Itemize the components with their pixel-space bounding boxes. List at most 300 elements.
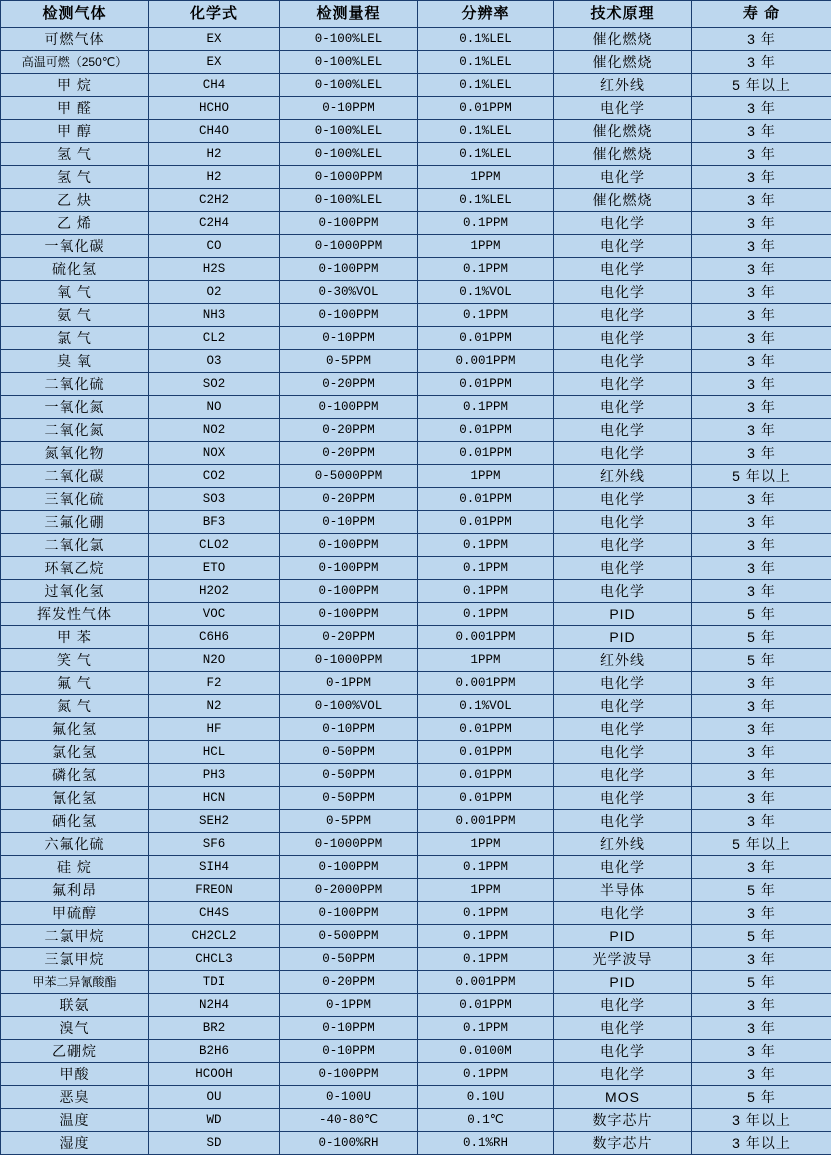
table-row bbox=[1, 258, 831, 281]
cell-resolution: 0.1PPM bbox=[418, 902, 554, 925]
cell-gas: 氢 气 bbox=[1, 143, 149, 166]
cell-principle: 红外线 bbox=[554, 833, 692, 856]
cell-gas: 甲 醛 bbox=[1, 97, 149, 120]
table-row bbox=[1, 764, 831, 787]
cell-lifetime: 3 年 bbox=[692, 718, 831, 741]
cell-gas: 挥发性气体 bbox=[1, 603, 149, 626]
cell-gas: 二氧化氮 bbox=[1, 419, 149, 442]
cell-range: 0-20PPM bbox=[280, 626, 418, 649]
cell-gas: 二氧化氯 bbox=[1, 534, 149, 557]
cell-lifetime: 3 年以上 bbox=[692, 1132, 831, 1155]
cell-gas: 六氟化硫 bbox=[1, 833, 149, 856]
cell-gas: 硒化氢 bbox=[1, 810, 149, 833]
cell-lifetime: 3 年 bbox=[692, 534, 831, 557]
cell-resolution: 1PPM bbox=[418, 649, 554, 672]
cell-resolution: 0.1%RH bbox=[418, 1132, 554, 1155]
cell-formula: SF6 bbox=[149, 833, 280, 856]
cell-range: 0-100%VOL bbox=[280, 695, 418, 718]
cell-formula: CH4O bbox=[149, 120, 280, 143]
cell-lifetime: 3 年 bbox=[692, 166, 831, 189]
cell-lifetime: 3 年 bbox=[692, 235, 831, 258]
cell-gas: 磷化氢 bbox=[1, 764, 149, 787]
cell-formula: FREON bbox=[149, 879, 280, 902]
cell-gas: 氟利昂 bbox=[1, 879, 149, 902]
cell-resolution: 0.001PPM bbox=[418, 626, 554, 649]
cell-range: 0-500PPM bbox=[280, 925, 418, 948]
table-row bbox=[1, 810, 831, 833]
table-row bbox=[1, 488, 831, 511]
cell-gas: 二氯甲烷 bbox=[1, 925, 149, 948]
cell-resolution: 1PPM bbox=[418, 833, 554, 856]
cell-principle: 电化学 bbox=[554, 672, 692, 695]
cell-principle: 催化燃烧 bbox=[554, 189, 692, 212]
table-row bbox=[1, 189, 831, 212]
cell-principle: 半导体 bbox=[554, 879, 692, 902]
cell-formula: SEH2 bbox=[149, 810, 280, 833]
cell-principle: 催化燃烧 bbox=[554, 28, 692, 51]
cell-formula: PH3 bbox=[149, 764, 280, 787]
cell-principle: 电化学 bbox=[554, 994, 692, 1017]
table-row bbox=[1, 1109, 831, 1132]
cell-range: 0-100%LEL bbox=[280, 74, 418, 97]
cell-principle: PID bbox=[554, 925, 692, 948]
cell-resolution: 0.1PPM bbox=[418, 925, 554, 948]
column-header-gas: 检测气体 bbox=[1, 1, 149, 28]
cell-range: 0-100PPM bbox=[280, 1063, 418, 1086]
cell-range: 0-100PPM bbox=[280, 557, 418, 580]
cell-range: 0-100%LEL bbox=[280, 120, 418, 143]
cell-gas: 三氟化硼 bbox=[1, 511, 149, 534]
table-row bbox=[1, 120, 831, 143]
cell-range: 0-1000PPM bbox=[280, 649, 418, 672]
cell-range: 0-100%LEL bbox=[280, 143, 418, 166]
cell-range: 0-100PPM bbox=[280, 396, 418, 419]
cell-lifetime: 3 年 bbox=[692, 281, 831, 304]
table-row bbox=[1, 994, 831, 1017]
cell-gas: 甲 烷 bbox=[1, 74, 149, 97]
cell-lifetime: 3 年 bbox=[692, 810, 831, 833]
cell-lifetime: 5 年 bbox=[692, 971, 831, 994]
cell-principle: 电化学 bbox=[554, 511, 692, 534]
cell-principle: 电化学 bbox=[554, 718, 692, 741]
table-row bbox=[1, 327, 831, 350]
cell-formula: EX bbox=[149, 51, 280, 74]
cell-lifetime: 3 年 bbox=[692, 672, 831, 695]
cell-gas: 氟化氢 bbox=[1, 718, 149, 741]
cell-range: 0-20PPM bbox=[280, 971, 418, 994]
table-row bbox=[1, 787, 831, 810]
cell-lifetime: 3 年 bbox=[692, 120, 831, 143]
table-header-row bbox=[1, 1, 831, 28]
cell-range: 0-10PPM bbox=[280, 1017, 418, 1040]
cell-principle: 电化学 bbox=[554, 373, 692, 396]
table-row bbox=[1, 97, 831, 120]
cell-lifetime: 3 年 bbox=[692, 419, 831, 442]
cell-principle: 数字芯片 bbox=[554, 1109, 692, 1132]
table-row bbox=[1, 833, 831, 856]
column-header-lifetime: 寿 命 bbox=[692, 1, 831, 28]
cell-lifetime: 5 年 bbox=[692, 925, 831, 948]
table-row bbox=[1, 902, 831, 925]
cell-gas: 氰化氢 bbox=[1, 787, 149, 810]
table-row bbox=[1, 350, 831, 373]
cell-principle: 电化学 bbox=[554, 856, 692, 879]
cell-gas: 硅 烷 bbox=[1, 856, 149, 879]
cell-range: 0-50PPM bbox=[280, 741, 418, 764]
table-row bbox=[1, 396, 831, 419]
cell-resolution: 0.001PPM bbox=[418, 810, 554, 833]
cell-lifetime: 3 年 bbox=[692, 51, 831, 74]
table-row bbox=[1, 143, 831, 166]
cell-principle: 电化学 bbox=[554, 741, 692, 764]
cell-gas: 氟 气 bbox=[1, 672, 149, 695]
cell-lifetime: 3 年 bbox=[692, 350, 831, 373]
cell-resolution: 0.1PPM bbox=[418, 1017, 554, 1040]
cell-lifetime: 5 年 bbox=[692, 1086, 831, 1109]
cell-gas: 二氧化碳 bbox=[1, 465, 149, 488]
cell-lifetime: 3 年 bbox=[692, 396, 831, 419]
cell-principle: 红外线 bbox=[554, 465, 692, 488]
cell-range: 0-100%LEL bbox=[280, 189, 418, 212]
cell-lifetime: 3 年 bbox=[692, 143, 831, 166]
cell-lifetime: 3 年 bbox=[692, 212, 831, 235]
cell-range: 0-10PPM bbox=[280, 718, 418, 741]
cell-gas: 氯 气 bbox=[1, 327, 149, 350]
cell-resolution: 0.01PPM bbox=[418, 718, 554, 741]
cell-principle: 电化学 bbox=[554, 166, 692, 189]
cell-principle: 催化燃烧 bbox=[554, 120, 692, 143]
cell-range: 0-100U bbox=[280, 1086, 418, 1109]
cell-range: 0-10PPM bbox=[280, 1040, 418, 1063]
cell-range: 0-20PPM bbox=[280, 373, 418, 396]
table-row bbox=[1, 51, 831, 74]
cell-gas: 联氨 bbox=[1, 994, 149, 1017]
cell-lifetime: 3 年 bbox=[692, 488, 831, 511]
cell-formula: SO3 bbox=[149, 488, 280, 511]
cell-formula: NO bbox=[149, 396, 280, 419]
cell-gas: 乙 烯 bbox=[1, 212, 149, 235]
table-row bbox=[1, 856, 831, 879]
cell-range: 0-100PPM bbox=[280, 258, 418, 281]
cell-range: 0-100%LEL bbox=[280, 28, 418, 51]
cell-gas: 乙 炔 bbox=[1, 189, 149, 212]
cell-lifetime: 5 年以上 bbox=[692, 833, 831, 856]
cell-formula: VOC bbox=[149, 603, 280, 626]
cell-gas: 氨 气 bbox=[1, 304, 149, 327]
cell-formula: CH2CL2 bbox=[149, 925, 280, 948]
cell-range: 0-50PPM bbox=[280, 764, 418, 787]
table-row bbox=[1, 442, 831, 465]
cell-principle: 电化学 bbox=[554, 97, 692, 120]
cell-resolution: 0.1PPM bbox=[418, 1063, 554, 1086]
cell-principle: 电化学 bbox=[554, 787, 692, 810]
cell-formula: N2H4 bbox=[149, 994, 280, 1017]
cell-lifetime: 5 年 bbox=[692, 879, 831, 902]
cell-principle: 电化学 bbox=[554, 327, 692, 350]
cell-principle: 电化学 bbox=[554, 281, 692, 304]
table-row bbox=[1, 1086, 831, 1109]
cell-gas: 环氧乙烷 bbox=[1, 557, 149, 580]
cell-resolution: 0.1PPM bbox=[418, 212, 554, 235]
cell-range: 0-20PPM bbox=[280, 419, 418, 442]
cell-resolution: 0.01PPM bbox=[418, 442, 554, 465]
cell-formula: CO bbox=[149, 235, 280, 258]
cell-lifetime: 3 年 bbox=[692, 856, 831, 879]
cell-resolution: 0.1%LEL bbox=[418, 143, 554, 166]
cell-formula: B2H6 bbox=[149, 1040, 280, 1063]
cell-resolution: 0.1%LEL bbox=[418, 28, 554, 51]
column-header-resolution: 分辨率 bbox=[418, 1, 554, 28]
cell-resolution: 0.01PPM bbox=[418, 764, 554, 787]
cell-lifetime: 3 年 bbox=[692, 511, 831, 534]
cell-principle: 电化学 bbox=[554, 1040, 692, 1063]
cell-range: 0-20PPM bbox=[280, 488, 418, 511]
table-row bbox=[1, 603, 831, 626]
cell-lifetime: 3 年 bbox=[692, 189, 831, 212]
cell-principle: PID bbox=[554, 603, 692, 626]
cell-range: 0-100PPM bbox=[280, 212, 418, 235]
cell-resolution: 0.1%LEL bbox=[418, 51, 554, 74]
cell-range: 0-10PPM bbox=[280, 327, 418, 350]
cell-resolution: 1PPM bbox=[418, 879, 554, 902]
cell-resolution: 0.001PPM bbox=[418, 971, 554, 994]
table-body bbox=[1, 28, 831, 1155]
cell-formula: H2 bbox=[149, 166, 280, 189]
cell-formula: SD bbox=[149, 1132, 280, 1155]
cell-range: 0-100PPM bbox=[280, 603, 418, 626]
cell-resolution: 0.1%VOL bbox=[418, 281, 554, 304]
cell-gas: 过氧化氢 bbox=[1, 580, 149, 603]
cell-range: 0-100PPM bbox=[280, 856, 418, 879]
cell-lifetime: 3 年 bbox=[692, 1040, 831, 1063]
table-row bbox=[1, 534, 831, 557]
cell-formula: HCOOH bbox=[149, 1063, 280, 1086]
cell-resolution: 0.1℃ bbox=[418, 1109, 554, 1132]
cell-formula: CL2 bbox=[149, 327, 280, 350]
cell-gas: 乙硼烷 bbox=[1, 1040, 149, 1063]
cell-formula: NO2 bbox=[149, 419, 280, 442]
cell-lifetime: 5 年 bbox=[692, 603, 831, 626]
cell-range: 0-1000PPM bbox=[280, 833, 418, 856]
cell-resolution: 1PPM bbox=[418, 166, 554, 189]
cell-formula: HCL bbox=[149, 741, 280, 764]
cell-resolution: 0.1PPM bbox=[418, 396, 554, 419]
cell-resolution: 0.01PPM bbox=[418, 488, 554, 511]
cell-formula: H2S bbox=[149, 258, 280, 281]
cell-range: 0-1PPM bbox=[280, 672, 418, 695]
cell-formula: ETO bbox=[149, 557, 280, 580]
table-row bbox=[1, 649, 831, 672]
table-row bbox=[1, 1132, 831, 1155]
cell-lifetime: 3 年 bbox=[692, 948, 831, 971]
cell-range: 0-5000PPM bbox=[280, 465, 418, 488]
cell-formula: OU bbox=[149, 1086, 280, 1109]
cell-principle: 电化学 bbox=[554, 419, 692, 442]
cell-gas: 可燃气体 bbox=[1, 28, 149, 51]
cell-principle: PID bbox=[554, 971, 692, 994]
cell-lifetime: 5 年以上 bbox=[692, 465, 831, 488]
cell-resolution: 0.01PPM bbox=[418, 787, 554, 810]
cell-principle: 光学波导 bbox=[554, 948, 692, 971]
cell-principle: 电化学 bbox=[554, 258, 692, 281]
cell-range: 0-20PPM bbox=[280, 442, 418, 465]
cell-formula: HCHO bbox=[149, 97, 280, 120]
cell-principle: 电化学 bbox=[554, 442, 692, 465]
cell-resolution: 0.1%LEL bbox=[418, 189, 554, 212]
cell-range: 0-10PPM bbox=[280, 511, 418, 534]
cell-lifetime: 3 年 bbox=[692, 764, 831, 787]
cell-principle: 电化学 bbox=[554, 1063, 692, 1086]
cell-lifetime: 3 年 bbox=[692, 994, 831, 1017]
cell-lifetime: 5 年 bbox=[692, 626, 831, 649]
cell-formula: O3 bbox=[149, 350, 280, 373]
cell-principle: PID bbox=[554, 626, 692, 649]
cell-range: 0-50PPM bbox=[280, 787, 418, 810]
cell-gas: 溴气 bbox=[1, 1017, 149, 1040]
cell-range: 0-1000PPM bbox=[280, 235, 418, 258]
cell-resolution: 0.01PPM bbox=[418, 97, 554, 120]
cell-formula: O2 bbox=[149, 281, 280, 304]
column-header-principle: 技术原理 bbox=[554, 1, 692, 28]
cell-lifetime: 3 年 bbox=[692, 580, 831, 603]
cell-gas: 硫化氢 bbox=[1, 258, 149, 281]
cell-formula: NOX bbox=[149, 442, 280, 465]
cell-principle: 电化学 bbox=[554, 695, 692, 718]
cell-resolution: 0.1PPM bbox=[418, 856, 554, 879]
cell-formula: SIH4 bbox=[149, 856, 280, 879]
table-row bbox=[1, 695, 831, 718]
cell-gas: 一氧化氮 bbox=[1, 396, 149, 419]
cell-resolution: 0.1%LEL bbox=[418, 74, 554, 97]
cell-gas: 氯化氢 bbox=[1, 741, 149, 764]
cell-resolution: 0.1PPM bbox=[418, 557, 554, 580]
cell-lifetime: 3 年 bbox=[692, 97, 831, 120]
cell-gas: 甲苯二异氰酸酯 bbox=[1, 971, 149, 994]
table-row bbox=[1, 28, 831, 51]
cell-principle: 催化燃烧 bbox=[554, 51, 692, 74]
cell-resolution: 0.1%LEL bbox=[418, 120, 554, 143]
cell-principle: 红外线 bbox=[554, 649, 692, 672]
cell-gas: 一氧化碳 bbox=[1, 235, 149, 258]
cell-lifetime: 3 年 bbox=[692, 373, 831, 396]
table-row bbox=[1, 580, 831, 603]
table-row bbox=[1, 74, 831, 97]
cell-gas: 甲 醇 bbox=[1, 120, 149, 143]
cell-principle: 催化燃烧 bbox=[554, 143, 692, 166]
cell-gas: 氢 气 bbox=[1, 166, 149, 189]
cell-principle: 电化学 bbox=[554, 764, 692, 787]
table-row bbox=[1, 235, 831, 258]
cell-lifetime: 3 年 bbox=[692, 304, 831, 327]
table-row bbox=[1, 741, 831, 764]
cell-lifetime: 5 年以上 bbox=[692, 74, 831, 97]
cell-formula: EX bbox=[149, 28, 280, 51]
cell-principle: 电化学 bbox=[554, 304, 692, 327]
cell-lifetime: 3 年 bbox=[692, 557, 831, 580]
table-row bbox=[1, 718, 831, 741]
cell-resolution: 0.01PPM bbox=[418, 511, 554, 534]
cell-lifetime: 3 年 bbox=[692, 1017, 831, 1040]
cell-gas: 三氯甲烷 bbox=[1, 948, 149, 971]
cell-range: 0-100%RH bbox=[280, 1132, 418, 1155]
cell-principle: 红外线 bbox=[554, 74, 692, 97]
cell-formula: C2H4 bbox=[149, 212, 280, 235]
cell-resolution: 0.01PPM bbox=[418, 994, 554, 1017]
cell-lifetime: 3 年 bbox=[692, 1063, 831, 1086]
cell-resolution: 1PPM bbox=[418, 235, 554, 258]
cell-formula: H2O2 bbox=[149, 580, 280, 603]
cell-range: 0-100PPM bbox=[280, 902, 418, 925]
cell-principle: 电化学 bbox=[554, 534, 692, 557]
cell-resolution: 0.1PPM bbox=[418, 304, 554, 327]
cell-gas: 甲 苯 bbox=[1, 626, 149, 649]
table-row bbox=[1, 1040, 831, 1063]
table-row bbox=[1, 212, 831, 235]
cell-gas: 高温可燃（250℃） bbox=[1, 51, 149, 74]
cell-range: -40-80℃ bbox=[280, 1109, 418, 1132]
table-row bbox=[1, 626, 831, 649]
cell-resolution: 0.10U bbox=[418, 1086, 554, 1109]
cell-resolution: 0.01PPM bbox=[418, 327, 554, 350]
cell-principle: 电化学 bbox=[554, 810, 692, 833]
cell-resolution: 0.1PPM bbox=[418, 603, 554, 626]
cell-resolution: 0.1PPM bbox=[418, 534, 554, 557]
table-row bbox=[1, 1063, 831, 1086]
cell-formula: BF3 bbox=[149, 511, 280, 534]
cell-gas: 二氧化硫 bbox=[1, 373, 149, 396]
cell-lifetime: 3 年 bbox=[692, 902, 831, 925]
table-row bbox=[1, 419, 831, 442]
cell-resolution: 0.01PPM bbox=[418, 373, 554, 396]
cell-resolution: 0.01PPM bbox=[418, 741, 554, 764]
table-row bbox=[1, 557, 831, 580]
table-row bbox=[1, 879, 831, 902]
table-row bbox=[1, 281, 831, 304]
cell-range: 0-30%VOL bbox=[280, 281, 418, 304]
table-row bbox=[1, 948, 831, 971]
cell-principle: 电化学 bbox=[554, 350, 692, 373]
column-header-range: 检测量程 bbox=[280, 1, 418, 28]
cell-lifetime: 3 年 bbox=[692, 258, 831, 281]
table-row bbox=[1, 166, 831, 189]
table-row bbox=[1, 971, 831, 994]
cell-formula: NH3 bbox=[149, 304, 280, 327]
cell-resolution: 1PPM bbox=[418, 465, 554, 488]
cell-range: 0-5PPM bbox=[280, 810, 418, 833]
cell-principle: 数字芯片 bbox=[554, 1132, 692, 1155]
cell-formula: HF bbox=[149, 718, 280, 741]
cell-resolution: 0.0100M bbox=[418, 1040, 554, 1063]
cell-resolution: 0.01PPM bbox=[418, 419, 554, 442]
cell-lifetime: 3 年 bbox=[692, 28, 831, 51]
cell-formula: TDI bbox=[149, 971, 280, 994]
table-row bbox=[1, 1017, 831, 1040]
cell-formula: N2 bbox=[149, 695, 280, 718]
cell-gas: 氮 气 bbox=[1, 695, 149, 718]
cell-gas: 甲硫醇 bbox=[1, 902, 149, 925]
cell-gas: 三氧化硫 bbox=[1, 488, 149, 511]
table-row bbox=[1, 304, 831, 327]
table-row bbox=[1, 465, 831, 488]
cell-resolution: 0.001PPM bbox=[418, 672, 554, 695]
cell-resolution: 0.1PPM bbox=[418, 580, 554, 603]
cell-formula: H2 bbox=[149, 143, 280, 166]
cell-formula: F2 bbox=[149, 672, 280, 695]
column-header-formula: 化学式 bbox=[149, 1, 280, 28]
cell-range: 0-50PPM bbox=[280, 948, 418, 971]
cell-range: 0-100PPM bbox=[280, 580, 418, 603]
cell-principle: 电化学 bbox=[554, 212, 692, 235]
